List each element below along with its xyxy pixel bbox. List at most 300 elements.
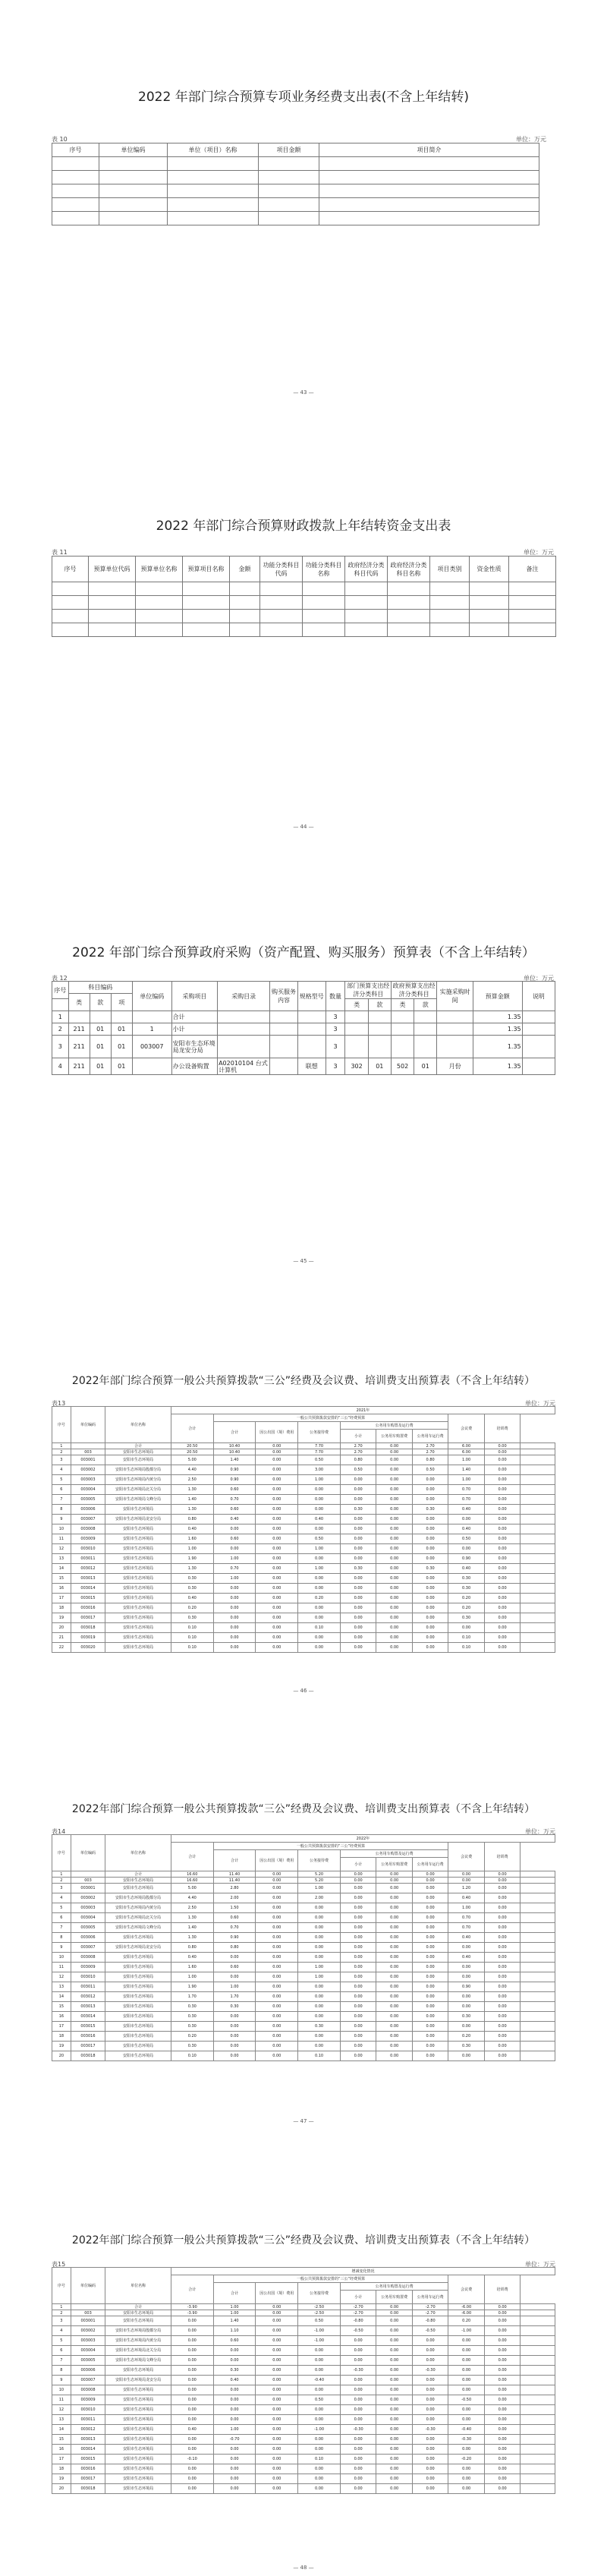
table-cell — [521, 1943, 555, 1953]
table-cell: 0.40 — [448, 1564, 484, 1574]
table-cell: 0.00 — [484, 2484, 521, 2494]
table-cell: 0.00 — [376, 2304, 413, 2310]
table-cell: 1.60 — [171, 1534, 213, 1544]
table-cell: 0.00 — [256, 1943, 298, 1953]
table-cell: 003003 — [71, 2336, 105, 2346]
table-header: 购买服务内容 — [270, 982, 298, 1011]
table-cell: 0.00 — [376, 1524, 412, 1534]
table-cell: 0.00 — [171, 2395, 213, 2405]
table-cell: 0.00 — [256, 1893, 298, 1903]
table-cell: 003004 — [71, 1485, 105, 1495]
table-cell: 003007 — [71, 1943, 105, 1953]
table-cell: 0.00 — [484, 1534, 520, 1544]
table-cell: 0.00 — [256, 1465, 298, 1475]
table-cell: 3 — [326, 1011, 345, 1023]
table-cell: 3 — [52, 1884, 71, 1893]
table-header: 序号 — [52, 557, 89, 582]
table-cell: 5.20 — [298, 1878, 341, 1884]
table-cell: 0.00 — [376, 1871, 412, 1878]
table-cell: 0.00 — [376, 1972, 412, 1982]
table-cell: 0.00 — [256, 1982, 298, 1992]
table-cell: 0.60 — [213, 2336, 256, 2346]
table-cell: 0.50 — [340, 1465, 376, 1475]
table-cell: 0.00 — [376, 1584, 412, 1594]
table-header: 类 — [391, 999, 414, 1011]
table-cell: 0.00 — [376, 2366, 413, 2376]
table-cell: 安阳市生态环境局内黄分局 — [105, 1903, 171, 1913]
table-cell: 0.20 — [171, 1603, 213, 1613]
table-cell: 003007 — [132, 1036, 171, 1058]
table-cell: 003009 — [71, 1534, 105, 1544]
table-cell: 0.00 — [412, 1485, 448, 1495]
table-cell — [521, 1933, 555, 1943]
table-row — [52, 2415, 555, 2425]
table-cell: 0.00 — [412, 1534, 448, 1544]
table-header: 款 — [414, 999, 437, 1011]
table-cell: 0.00 — [340, 2395, 376, 2405]
table-cell: 0.00 — [171, 2356, 213, 2366]
table-cell: 1.00 — [448, 1475, 484, 1485]
table-header: 资金性质 — [470, 557, 509, 582]
table-cell: 0.00 — [298, 2002, 341, 2012]
table-cell: -1.00 — [298, 2425, 341, 2435]
table-cell: 14 — [52, 2425, 71, 2435]
table-cell: 安阳市生态环境局北关分局 — [105, 1913, 171, 1923]
table-cell: 0.00 — [484, 2042, 520, 2051]
table-cell: 003001 — [71, 1884, 105, 1893]
table-header: 公务接待费 — [298, 1422, 341, 1443]
table-cell: 0.00 — [340, 1485, 376, 1495]
table-cell: A02010104 台式计算机 — [218, 1058, 270, 1075]
table-cell: -0.40 — [448, 2425, 485, 2435]
table-cell: 003011 — [71, 2415, 105, 2425]
table-cell: 0.00 — [448, 2484, 485, 2494]
table-cell: 0.00 — [171, 2346, 213, 2356]
table-cell: 0.00 — [256, 2042, 298, 2051]
table-cell: 0.00 — [484, 2445, 521, 2455]
table-row — [52, 171, 539, 184]
page-title: 2022 年部门综合预算财政拨款上年结转资金支出表 — [156, 519, 451, 534]
table-cell: 0.10 — [298, 1623, 341, 1633]
table-cell: 安阳市生态环境局 — [105, 1643, 171, 1653]
table-cell — [521, 1449, 555, 1455]
table-cell: 0.00 — [256, 1534, 298, 1544]
table-cell: 1.70 — [171, 1992, 213, 2002]
table-cell: 0.00 — [171, 2464, 213, 2474]
table-number: 表 10 — [52, 136, 68, 143]
table-cell: 0.00 — [376, 1564, 412, 1574]
table-cell: 0.00 — [256, 1623, 298, 1633]
table-cell — [521, 1485, 555, 1495]
table-cell: 0.00 — [484, 2455, 521, 2464]
table-cell: 1.00 — [171, 1972, 213, 1982]
table-cell: 0.00 — [448, 1878, 484, 1884]
table-cell — [521, 2376, 555, 2385]
table-cell: 0.00 — [256, 1574, 298, 1584]
table-cell: 0.00 — [256, 1953, 298, 1963]
table-cell — [218, 1011, 270, 1023]
table-cell: 0.00 — [256, 2366, 298, 2376]
table-cell: 19 — [52, 2474, 71, 2484]
table-cell: 安阳市生态环境局 — [105, 1554, 171, 1564]
table-header: 合计 — [171, 1843, 213, 1871]
table-cell: 10.40 — [213, 1443, 256, 1449]
table-cell: 0.00 — [256, 1878, 298, 1884]
table-cell — [522, 1011, 555, 1023]
table-cell: 0.60 — [213, 1505, 256, 1515]
table-cell: 0.00 — [256, 2435, 298, 2445]
table-row — [52, 2032, 555, 2042]
table-cell: 0.00 — [412, 1495, 448, 1505]
table-header: 一般公共预算拨款安排的“三公”经费预算 — [213, 1843, 448, 1850]
table-cell: 6 — [52, 1913, 71, 1923]
table-cell: 1.30 — [171, 1933, 213, 1943]
table-cell: 0.00 — [376, 1455, 412, 1465]
table-cell: 0.00 — [484, 1913, 520, 1923]
table-header: 合计 — [213, 2283, 256, 2304]
table-cell: 0.90 — [448, 1554, 484, 1564]
table-cell: 0.00 — [340, 1923, 376, 1933]
table-cell: 0.00 — [171, 2316, 213, 2326]
table-header: 小计 — [340, 1858, 376, 1871]
table-cell: 003 — [71, 2310, 105, 2316]
table-cell: 1 — [52, 2304, 71, 2310]
table-number: 表13 — [52, 1400, 66, 1407]
page-title: 2022 年部门综合预算政府采购（资产配置、购买服务）预算表（不含上年结转） — [72, 945, 535, 960]
table-cell — [368, 1011, 391, 1023]
table-cell — [111, 1011, 132, 1023]
table-cell — [414, 1036, 437, 1058]
table-cell: 0.00 — [376, 1893, 412, 1903]
table-cell: 0.00 — [484, 2405, 521, 2415]
table-cell — [521, 2415, 555, 2425]
table-cell: 安阳市生态环境局龙安分局 — [105, 1515, 171, 1524]
table-cell: 01 — [111, 1023, 132, 1036]
table-header: 款 — [90, 994, 111, 1011]
table-cell: 0.30 — [171, 2042, 213, 2051]
table-row — [52, 1982, 555, 1992]
table-cell: 0.00 — [340, 1623, 376, 1633]
table-cell: -0.70 — [213, 2435, 256, 2445]
table-cell: 0.00 — [340, 1554, 376, 1564]
unit-label: 单位：万元 — [525, 1400, 555, 1407]
table-cell: 0.00 — [171, 2474, 213, 2484]
table-row — [52, 1913, 555, 1923]
table-cell: 0.00 — [376, 1475, 412, 1485]
table-cell: 0.00 — [484, 1982, 520, 1992]
table-cell: 003018 — [71, 1623, 105, 1633]
unit-label: 单位：万元 — [524, 549, 554, 556]
table-row — [52, 2395, 555, 2405]
table-cell: 6.00 — [448, 1449, 484, 1455]
procurement-table — [52, 981, 555, 1075]
table-cell: 0.00 — [213, 2051, 256, 2061]
table-cell: 0.00 — [298, 2415, 341, 2425]
table-cell — [521, 2455, 555, 2464]
table-cell: 15 — [52, 1574, 71, 1584]
table-cell: 01 — [111, 1036, 132, 1058]
table-cell: 12 — [52, 1972, 71, 1982]
table-cell — [521, 1554, 555, 1564]
table-header: 金额 — [230, 557, 260, 582]
table-cell: 0.80 — [171, 1515, 213, 1524]
table-cell: 安阳市生态环境局 — [105, 2405, 171, 2415]
table-cell: 0.00 — [256, 1963, 298, 1972]
table-cell: 4.40 — [171, 1893, 213, 1903]
table-cell: 1 — [52, 1011, 69, 1023]
table-cell: 0.70 — [448, 1485, 484, 1495]
table-cell: 0.00 — [298, 1953, 341, 1963]
table-cell: 0.00 — [376, 2310, 413, 2316]
table-cell — [521, 2336, 555, 2346]
table-row — [52, 1011, 555, 1023]
table-cell: 0.00 — [256, 1903, 298, 1913]
table-cell — [391, 1036, 414, 1058]
table-cell: 0.00 — [340, 1903, 376, 1913]
table-cell: 安阳市生态环境局 — [105, 2415, 171, 2425]
table-cell: 3.00 — [298, 1465, 341, 1475]
table-cell: 8 — [52, 1933, 71, 1943]
table-cell: 安阳市生态环境局 — [105, 1524, 171, 1534]
table-cell: -3.90 — [171, 2310, 213, 2316]
table-cell: 安阳市生态环境局 — [105, 1972, 171, 1982]
table-header: 采购项目 — [171, 982, 217, 1011]
table-cell: 0.00 — [171, 2376, 213, 2385]
table-cell — [68, 1011, 90, 1023]
table-cell: 0.00 — [376, 1943, 412, 1953]
table-cell: 0.00 — [412, 1992, 448, 2002]
table-header: 会议费 — [448, 1414, 484, 1443]
table-cell: 0.00 — [376, 2484, 413, 2494]
table-cell: 5.00 — [171, 1455, 213, 1465]
table-cell — [437, 1036, 473, 1058]
table-cell — [90, 1011, 111, 1023]
table-cell: 1 — [52, 1443, 71, 1449]
table-cell: 安阳市生态环境局 — [105, 1613, 171, 1623]
table-cell: 0.00 — [412, 2032, 448, 2042]
table-cell: 安阳市生态环境局 — [105, 2445, 171, 2455]
table-cell: 0.00 — [340, 1953, 376, 1963]
table-cell: 0.00 — [340, 1893, 376, 1903]
table-cell: 7 — [52, 2356, 71, 2366]
table-cell: 0.00 — [256, 1554, 298, 1564]
table-cell: 0.00 — [448, 1871, 484, 1878]
table-cell: 0.80 — [340, 1455, 376, 1465]
table-cell: 01 — [111, 1058, 132, 1075]
table-cell: 0.00 — [256, 2464, 298, 2474]
table-cell: 01 — [368, 1058, 391, 1075]
table-cell: 003008 — [71, 2385, 105, 2395]
table-cell: 0.00 — [484, 1544, 520, 1554]
table-cell: 0.00 — [412, 1544, 448, 1554]
page-number: — 48 — — [293, 2565, 314, 2571]
table-cell: 0.00 — [376, 1992, 412, 2002]
table-cell: 0.00 — [448, 1515, 484, 1524]
table-cell: 0.00 — [448, 2356, 485, 2366]
table-cell: 8 — [52, 2366, 71, 2376]
table-cell: 20 — [52, 2051, 71, 2061]
table-cell: 1.35 — [473, 1011, 522, 1023]
table-cell: 11 — [52, 1963, 71, 1972]
table-cell: 0.00 — [256, 1933, 298, 1943]
table-cell: 安阳市生态环境局 — [105, 2316, 171, 2326]
table-cell — [521, 1534, 555, 1544]
table-cell: 0.00 — [412, 1475, 448, 1485]
table-row — [52, 2346, 555, 2356]
table-cell: 16 — [52, 2445, 71, 2455]
table-cell: 0.00 — [376, 1554, 412, 1564]
table-header: 序号 — [52, 1407, 71, 1443]
table-cell: 0.10 — [171, 2051, 213, 2061]
table-cell: 0.00 — [376, 2336, 413, 2346]
table-cell: 0.30 — [412, 1564, 448, 1574]
table-cell — [522, 1023, 555, 1036]
table-row — [52, 1036, 555, 1058]
table-header: 单位编码 — [71, 1835, 105, 1871]
table-cell: 0.00 — [256, 1603, 298, 1613]
table-cell — [414, 1011, 437, 1023]
table-cell: 0.00 — [340, 1603, 376, 1613]
table-cell — [521, 1515, 555, 1524]
table-cell: 1.70 — [213, 1992, 256, 2002]
page-title: 2022年部门综合预算一般公共预算拨款“三公”经费及会议费、培训费支出预算表（不含上年结转） — [71, 1375, 536, 1387]
table-cell: 0.50 — [298, 2316, 341, 2326]
table-cell: -0.10 — [171, 2455, 213, 2464]
table-row — [52, 596, 556, 610]
table-cell: 1 — [52, 1871, 71, 1878]
table-cell: 0.00 — [484, 1465, 520, 1475]
table-cell: 003005 — [71, 1495, 105, 1505]
table-cell: 9 — [52, 1943, 71, 1953]
page-number: — 44 — — [293, 824, 314, 830]
page-number: — 46 — — [293, 1688, 314, 1694]
table-cell: 0.00 — [448, 2002, 484, 2012]
table-cell: 003007 — [71, 2376, 105, 2385]
table-cell: 0.00 — [412, 2435, 448, 2445]
table-row — [52, 1633, 555, 1643]
table-cell: 0.00 — [448, 2474, 485, 2484]
table-cell: 0.00 — [213, 2346, 256, 2356]
table-cell — [521, 2484, 555, 2494]
table-cell: 0.00 — [171, 2326, 213, 2336]
table-cell: 13 — [52, 1554, 71, 1564]
table-header: 采购目录 — [218, 982, 270, 1011]
table-cell: 0.00 — [298, 2385, 341, 2395]
table-cell — [437, 1011, 473, 1023]
table-cell: 0.00 — [448, 1943, 484, 1953]
table-cell: 0.70 — [448, 1495, 484, 1505]
table-cell: 13 — [52, 1982, 71, 1992]
table-cell: 0.30 — [171, 2002, 213, 2012]
table-cell: 4 — [52, 1465, 71, 1475]
table-cell: 003012 — [71, 1992, 105, 2002]
table-cell: 003013 — [71, 2002, 105, 2012]
table-cell: 0.00 — [484, 2415, 521, 2425]
table-cell: 0.00 — [376, 2326, 413, 2336]
table-cell: 1.90 — [171, 1982, 213, 1992]
table-cell: 9 — [52, 1515, 71, 1524]
table-header: 单位编码 — [99, 143, 168, 157]
table-cell: 003010 — [71, 2405, 105, 2415]
table-cell: 01 — [414, 1058, 437, 1075]
table-row — [52, 2326, 555, 2336]
table-header: 序号 — [52, 1835, 71, 1871]
table-cell: 003002 — [71, 1465, 105, 1475]
table-header: 公务用车购置费 — [376, 1430, 412, 1443]
table-cell: 0.00 — [376, 1982, 412, 1992]
table-cell: 0.00 — [340, 2405, 376, 2415]
table-cell: 0.00 — [484, 2425, 521, 2435]
table-cell: 0.00 — [340, 1534, 376, 1544]
table-cell — [521, 1982, 555, 1992]
table-cell: 0.00 — [171, 2366, 213, 2376]
table-header: 预算金额 — [473, 982, 522, 1011]
table-cell: 4 — [52, 2326, 71, 2336]
table-cell: 003003 — [71, 1903, 105, 1913]
table-cell: 0.00 — [298, 2405, 341, 2415]
table-cell: 安阳市生态环境局 — [105, 2385, 171, 2395]
table-cell: 0.00 — [376, 2032, 412, 2042]
table-cell: 16.60 — [171, 1871, 213, 1878]
table-cell: 003017 — [71, 1613, 105, 1623]
table-header: 项目简介 — [319, 143, 539, 157]
table-cell: 0.60 — [213, 1963, 256, 1972]
table-row — [52, 1943, 555, 1953]
table-cell: 安阳市生态环境局 — [105, 2051, 171, 2061]
table-cell: 003014 — [71, 2445, 105, 2455]
table-cell: 1.40 — [213, 1455, 256, 1465]
table-row — [52, 1963, 555, 1972]
table-cell: 1.50 — [213, 1903, 256, 1913]
table-cell — [521, 1893, 555, 1903]
table-cell — [521, 1913, 555, 1923]
table-cell: 安阳市生态环境局内黄分局 — [105, 2336, 171, 2346]
table-cell: 0.00 — [448, 2376, 485, 2385]
table-cell: 0.00 — [484, 2002, 520, 2012]
table-cell: 0.00 — [412, 2445, 448, 2455]
table-cell: 0.00 — [376, 2415, 413, 2425]
table-cell: 0.30 — [171, 1584, 213, 1594]
table-cell: 17 — [52, 2022, 71, 2032]
table-cell: 0.00 — [213, 1603, 256, 1613]
table-cell: 0.40 — [448, 1505, 484, 1515]
table-header: 公务用车购置费 — [376, 1858, 412, 1871]
table-row — [52, 1878, 555, 1884]
table-cell: 0.00 — [484, 1505, 520, 1515]
table-cell: 安阳市生态环境局殷都分局 — [105, 1465, 171, 1475]
table-header: 公务接待费 — [298, 1850, 341, 1871]
table-cell: 0.30 — [448, 2012, 484, 2022]
table-header: 会议费 — [448, 1843, 484, 1871]
table-cell: 0.00 — [376, 1603, 412, 1613]
table-cell: 0.00 — [298, 1603, 341, 1613]
table-cell — [297, 1011, 326, 1023]
table-cell: 5 — [52, 1903, 71, 1913]
table-header: 一般公共预算拨款安排的“三公”经费预算 — [213, 1414, 448, 1422]
table-cell: 5.20 — [298, 1871, 341, 1878]
table-cell: 0.00 — [484, 1972, 520, 1982]
table-cell: 0.00 — [376, 1443, 412, 1449]
table-cell: -2.70 — [412, 2310, 448, 2316]
table-cell: 003006 — [71, 2366, 105, 2376]
table-cell: 0.00 — [376, 1923, 412, 1933]
table-cell: 0.00 — [256, 2022, 298, 2032]
unit-label: 单位：万元 — [524, 975, 554, 982]
table-cell: 0.00 — [484, 1554, 520, 1564]
table-cell: 0.00 — [256, 1449, 298, 1455]
table-cell: 0.40 — [448, 1933, 484, 1943]
table-cell: 11 — [52, 1534, 71, 1544]
